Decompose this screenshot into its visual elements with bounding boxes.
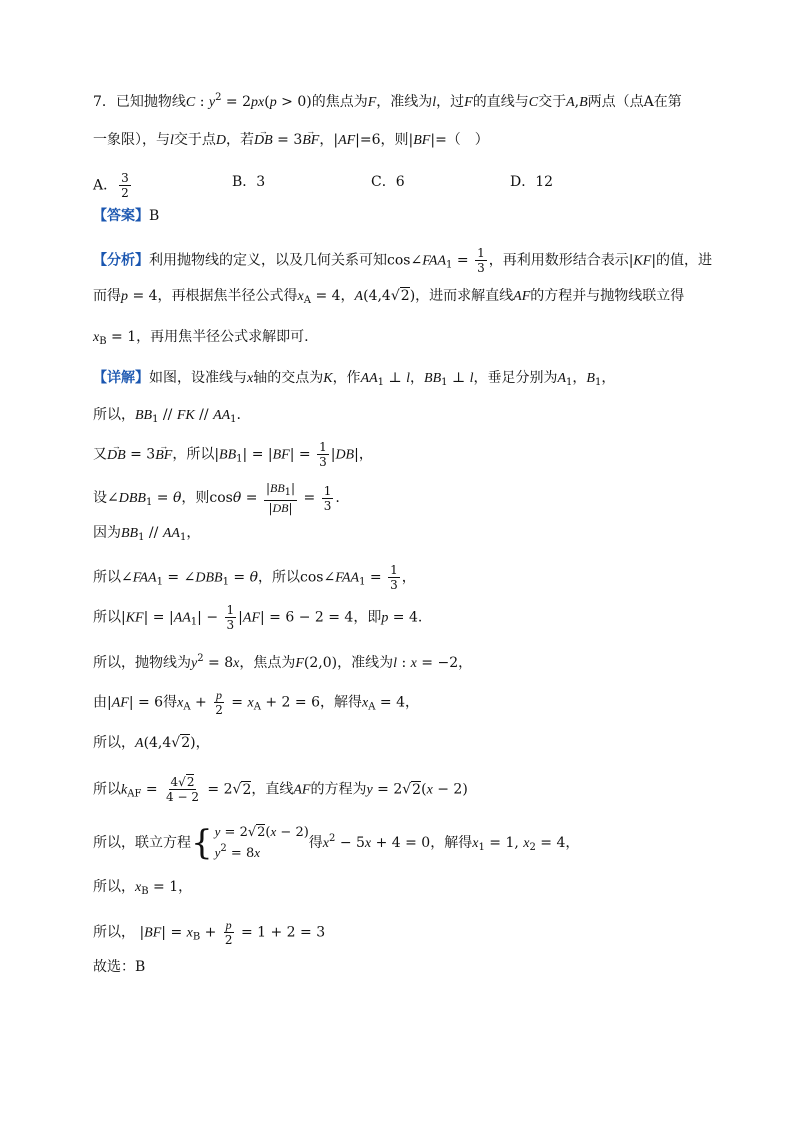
analysis-line-3: $x_B = 1$，再用焦半径公式求解即可. <box>93 329 309 347</box>
answer-value: B <box>149 208 160 224</box>
option-c: C．6 <box>371 174 405 190</box>
detail-line-5: 因为$BB_1 // AA_1$， <box>93 525 201 543</box>
analysis-label: 【分析】 <box>93 252 149 269</box>
detail-line-9: 由|AF| = 6得$x_A$ + $\frac{p}{2}$ = $x_A + 2 = 6$，解得$x_A = 4$， <box>93 688 419 717</box>
analysis-line-2: 而得p = 4，再根据焦半径公式得$x_A = 4$，A(4,4√2)，进而求解直线AF的方程并与抛物线联立得 <box>93 288 685 306</box>
detail-line-7: 所以$|KF| = |AA_1|$ − $\frac{1}{3}$ |AF| = 6 − 2 = 4，即p = 4. <box>93 603 423 632</box>
option-a: A． $\frac{3}{2}$ <box>93 171 129 200</box>
option-d: D．12 <box>510 174 554 190</box>
detail-line-1: 【详解】如图，设准线与x轴的交点为K，作$AA_1$ ⊥ l，$BB_1$ ⊥ l，垂足分别为$A_1$，$B_1$， <box>93 370 616 388</box>
detail-line-3: 又→ DB = 3→ BF，所以$|BB_1| = |BF|$ = $\frac{1}{3}$ |DB|， <box>93 440 373 470</box>
detail-line-2: 所以，$BB_1$ // FK // $AA_1$. <box>93 407 241 425</box>
detail-line-4: 设$\angle DBB_1 = \theta$，则cosθ = $\frac{|BB_1|}{|DB|}$ = $\frac{1}{3}$ . <box>93 481 340 515</box>
detail-line-14: 所以， $|BF| = x_B$ + $\frac{p}{2}$ = 1 + 2 = 3 <box>93 918 326 947</box>
question-line-1: 7．已知抛物线C : $y^2 = 2px(p > 0)$的焦点为F，准线为l，过F的直线与C交于A,B两点（点A在第 <box>93 92 682 110</box>
answer-line <box>93 206 159 226</box>
question-line-2: 一象限），与l交于点D，若→ DB = 3→ BF，|AF|=6，则|BF|=（ ） <box>93 130 489 151</box>
detail-line-11: 所以$k_{AF}$ = $\frac{4√2}{4 - 2}$ = 2√2，直线AF的方程为y = 2√2(x − 2) <box>93 775 468 804</box>
analysis-line-1: 【分析】利用抛物线的定义，以及几何关系可知$\cos\angle FAA_1$ = $\frac{1}{3}$ ，再利用数形结合表示|KF|的值，进 <box>93 246 713 275</box>
detail-line-12: 所以，联立方程 { y = 2√2(x − 2) $y^2 = 8x$ 得$x^2 - 5x + 4 = 0$，解得$x_1 = 1$, $x_2 = 4$， <box>93 823 580 863</box>
detail-line-13: 所以，$x_B = 1$， <box>93 879 193 897</box>
detail-label: 【详解】 <box>93 370 149 386</box>
option-b: B．3 <box>232 174 266 190</box>
question-number: 7． <box>93 94 116 110</box>
detail-conclusion: 故选：B <box>93 959 146 975</box>
detail-line-8: 所以，抛物线为$y^2 = 8x$，焦点为F(2,0)，准线为l : x = −2， <box>93 653 473 671</box>
detail-line-10: 所以，A(4,4√2)， <box>93 735 210 751</box>
answer-label: 【答案】 <box>93 208 149 224</box>
detail-line-6: 所以$\angle FAA_1$ = $\angle DBB_1 = \theta$，所以$\cos\angle FAA_1$ = $\frac{1}{3}$ ， <box>93 563 416 592</box>
